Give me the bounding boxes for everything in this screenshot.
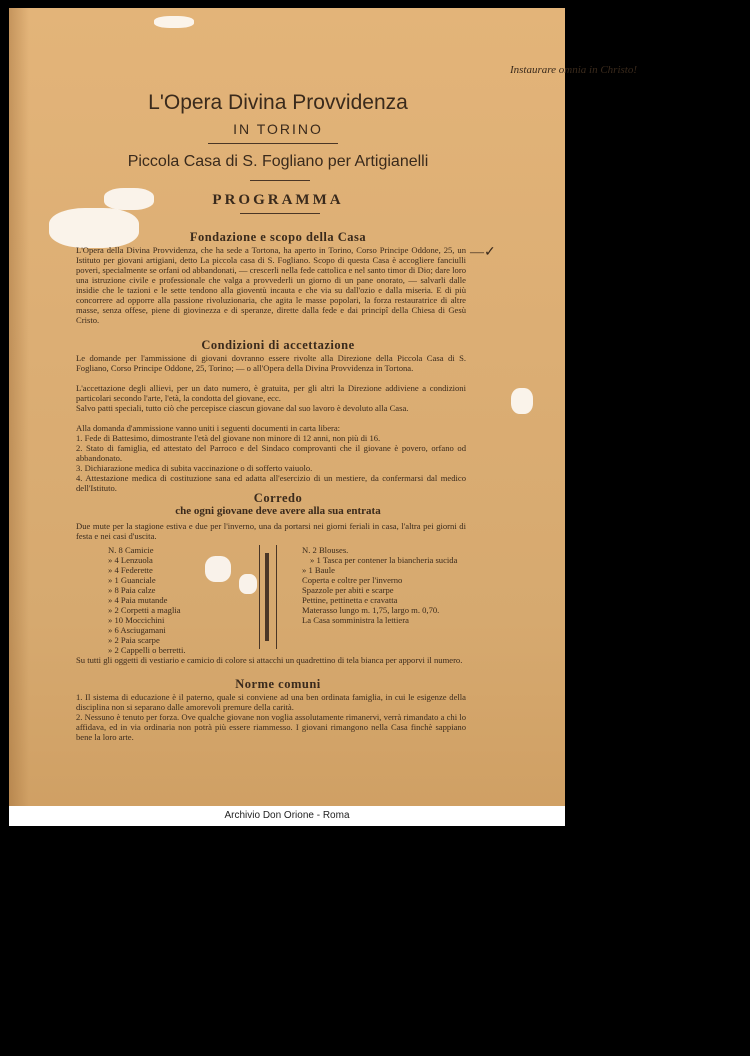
document-item: 4. Attestazione medica di costituzione sana ed adatta all'esercizio di un mestiere, da confermarsi dal medico dell'Istituto. — [76, 473, 466, 493]
list-item: » 2 Cappelli o berretti. — [108, 645, 186, 655]
paragraph: Salvo patti speciali, tutto ciò che percepisce ciascun giovane dal suo lavoro è devoluto alla Casa. — [76, 403, 409, 413]
archive-footer: Archivio Don Orione - Roma — [224, 810, 350, 821]
list-item: Spazzole per abiti e scarpe — [302, 585, 394, 595]
divider — [250, 180, 310, 181]
document-item: 2. Stato di famiglia, ed attestato del Parroco e del Sindaco comprovanti che il giovane è povero, orfano od abbandonato. — [76, 443, 466, 463]
list-item: » 10 Moccichini — [108, 615, 165, 625]
paper-stain — [239, 574, 257, 594]
paragraph: Alla domanda d'ammissione vanno uniti i seguenti documenti in carta libera: — [76, 423, 341, 433]
motto: Instaurare omnia in Christo! — [509, 64, 637, 76]
paragraph: Le domande per l'ammissione di giovani dovranno essere rivolte alla Direzione della Piccola Casa di S. Fogliano, Corso Principe Oddone, 25, Torino; — o all'Opera della Divina Provvidenza in Tortona. — [76, 353, 466, 373]
list-item: » 1 Baule — [302, 565, 335, 575]
list-item: » 1 Guanciale — [108, 575, 156, 585]
divider — [208, 143, 338, 144]
list-item: Materasso lungo m. 1,75, largo m. 0,70. — [302, 605, 440, 615]
list-item: La Casa somministra la lettiera — [302, 615, 409, 625]
programma-heading: PROGRAMMA — [212, 192, 344, 208]
list-item: N. 2 Blouses. — [302, 545, 349, 555]
divider — [240, 213, 320, 214]
list-item: Pettine, pettinetta e cravatta — [302, 595, 398, 605]
document-title: L'Opera Divina Provvidenza — [148, 91, 408, 114]
list-item: Coperta e coltre per l'inverno — [302, 575, 403, 585]
list-item: » 4 Federette — [108, 565, 153, 575]
list-item: » 6 Asciugamani — [108, 625, 166, 635]
list-item: » 1 Tasca per contener la biancheria sucida — [310, 555, 458, 565]
paper-stain — [205, 556, 231, 582]
list-item: » 2 Paia scarpe — [108, 635, 160, 645]
document-city: IN TORINO — [233, 121, 323, 137]
section-subheading-corredo: che ogni giovane deve avere alla sua entrata — [175, 505, 381, 517]
list-item: N. 8 Camicie — [108, 545, 154, 555]
corredo-list-right — [302, 545, 470, 625]
document-item: 1. Fede di Battesimo, dimostrante l'età del giovane non minore di 12 anni, non più di 16. — [76, 433, 381, 443]
margin-mark: —✓ — [470, 245, 496, 260]
section-heading-norme: Norme comuni — [235, 677, 321, 691]
paragraph: 1. Il sistema di educazione è il paterno, quale si conviene ad una ben ordinata famiglia, in cui le esigenze della disciplina non si separano dalle amorevoli premure della carità. — [76, 692, 466, 712]
paper-stain — [154, 16, 194, 28]
ornament-divider — [259, 545, 277, 649]
list-item: » 8 Paia calze — [108, 585, 156, 595]
paragraph: Su tutti gli oggetti di vestiario e camicio di colore si attacchi un quadrettino di tela bianca per apporvi il numero. — [76, 655, 463, 665]
document-item: 3. Dichiarazione medica di subita vaccinazione o di sofferto vaiuolo. — [76, 463, 313, 473]
corredo-list-left — [108, 545, 186, 655]
paragraph: L'accettazione degli allievi, per un dato numero, è gratuita, per gli altri la Direzione addiviene a condizioni particolari secondo l'arte, l'età, la condotta del giovane, ecc. — [76, 383, 466, 403]
section-heading-fondazione: Fondazione e scopo della Casa — [189, 230, 367, 244]
paragraph: Due mute per la stagione estiva e due per l'inverno, una da portarsi nei giorni feriali in casa, l'altra pei giorni di festa e nei casi d'uscita. — [76, 521, 466, 541]
paragraph: 2. Nessuno è tenuto per forza. Ove qualche giovane non voglia assolutamente rimanervi, verrà rimandato a chi lo affidava, ed in via ordinaria non potrà più essere riammesso. I giovani rimangono nella Casa finchè sappiano bene la loro arte. — [76, 712, 466, 742]
paper-stain — [511, 388, 533, 414]
document-subtitle: Piccola Casa di S. Fogliano per Artigianelli — [127, 153, 429, 170]
list-item: » 4 Paia mutande — [108, 595, 168, 605]
section-heading-condizioni: Condizioni di accettazione — [201, 338, 355, 352]
list-item: » 2 Corpetti a maglia — [108, 605, 181, 615]
section-text-fondazione: L'Opera della Divina Provvidenza, che ha sede a Tortona, ha aperto in Torino, Corso Principe Oddone, 25, un Istituto per giovani artigiani, detto La piccola casa di S. Fogliano. Scopo di questa Casa è accogliere fanciulli poveri, specialmente se orfani od abbandonati, — crescerli nella fede cattolica e nel santo timor di Dio; dare loro una istruzione civile e professionale che valga a provvederli un giorno di un pane onorato, — salvarli dalle insidie che le tazioni e le sette tendono alla gioventù incauta e che via su dall'ozio e dalla miseria. E di più concorrere ad opporre alla passione rivoluzionaria, che agita le masse popolari, la forza restauratrice di altre masse, senza offese, piene di giovinezza e di speranze, dirette dalla fede e dai principî della Chiesa di Gesù Cristo. — [76, 245, 466, 325]
section-heading-corredo: Corredo — [253, 491, 303, 505]
list-item: » 4 Lenzuola — [108, 555, 153, 565]
